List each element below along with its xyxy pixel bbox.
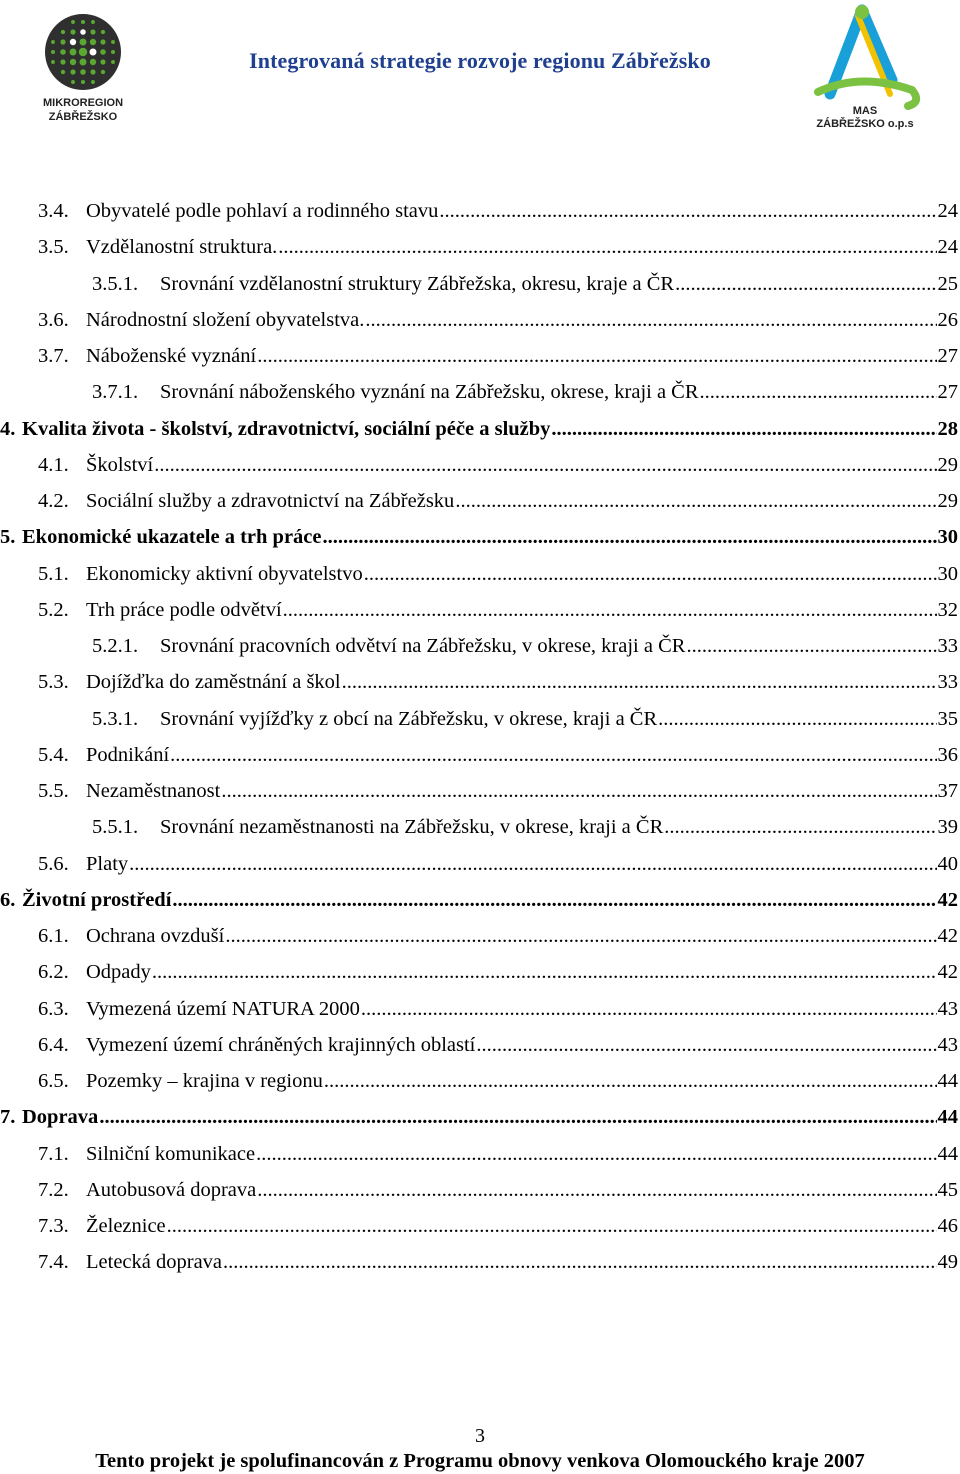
toc-entry-number: 4.1. xyxy=(38,453,69,476)
toc-entry-title: Odpady xyxy=(86,961,151,984)
toc-entry-number: 3.7. xyxy=(38,345,69,367)
toc-entry-title: Trh práce podle odvětví xyxy=(86,598,282,621)
toc-entry[interactable] xyxy=(38,196,958,226)
logo-right-line2: ZÁBŘEŽSKO o.p.s xyxy=(816,118,914,130)
toc-entry[interactable] xyxy=(38,776,958,806)
toc-dot-leader xyxy=(257,341,936,371)
triangle-logo-icon xyxy=(818,5,916,106)
toc-entry-page: 26 xyxy=(937,308,958,331)
toc-entry-title: Silniční komunikace xyxy=(86,1142,256,1165)
toc-entry-title: Autobusová doprava xyxy=(86,1178,257,1201)
toc-entry-title: Srovnání vyjížďky z obcí na Zábřežsku, v okrese, kraji a ČR xyxy=(160,707,658,730)
toc-entry-title: Železnice xyxy=(86,1215,166,1237)
toc-entry-number: 6.2. xyxy=(38,961,69,984)
toc-entry-title: Ekonomicky aktivní obyvatelstvo xyxy=(86,562,363,585)
toc-entry-number: 5.6. xyxy=(38,852,69,875)
toc-entry-page: 42 xyxy=(937,925,958,947)
toc-entry[interactable] xyxy=(38,1139,958,1169)
footer-note: Tento projekt je spolufinancován z Programu obnovy venkova Olomouckého kraje 2007 xyxy=(95,1450,865,1472)
toc-entry-page: 44 xyxy=(937,1070,958,1092)
toc-entry-page: 29 xyxy=(937,453,958,476)
toc-dot-leader xyxy=(278,232,936,262)
toc-dot-leader xyxy=(170,740,936,770)
toc-entry[interactable] xyxy=(38,341,958,371)
toc-entry-number: 5.3. xyxy=(38,671,69,694)
toc-entry-page: 27 xyxy=(937,381,958,404)
toc-entry-title: Sociální služby a zdravotnictví na Zábřežsku xyxy=(86,490,455,512)
toc-entry-title: Školství xyxy=(86,453,154,476)
toc-entry-number: 6.4. xyxy=(38,1033,69,1056)
toc-entry[interactable] xyxy=(38,957,958,987)
toc-entry-number: 3.5.1. xyxy=(92,272,139,295)
logo-left-line1: MIKROREGION xyxy=(42,97,124,109)
toc-entry-page: 43 xyxy=(937,997,958,1020)
toc-entry-number: 5.4. xyxy=(38,743,69,766)
toc-entry-page: 42 xyxy=(937,888,958,911)
toc-entry[interactable] xyxy=(0,522,958,552)
toc-dot-leader xyxy=(342,667,937,697)
toc-dot-leader xyxy=(167,1211,937,1241)
toc-dot-leader xyxy=(154,450,936,480)
toc-dot-leader xyxy=(361,994,937,1024)
toc-entry-title: Životní prostředí xyxy=(22,888,172,911)
toc-entry[interactable] xyxy=(38,740,958,770)
toc-entry-title: Náboženské vyznání xyxy=(86,345,257,367)
toc-entry-page: 30 xyxy=(937,526,958,549)
toc-entry-page: 24 xyxy=(937,236,958,259)
logo-left-line2: ZÁBŘEŽSKO xyxy=(48,111,118,123)
toc-entry-number: 7.2. xyxy=(38,1178,69,1201)
toc-entry-title: Vymezená území NATURA 2000 xyxy=(86,997,360,1020)
toc-entry-title: Srovnání náboženského vyznání na Zábřežsku, okrese, kraji a ČR xyxy=(160,381,699,404)
toc-entry-number: 3.4. xyxy=(38,200,69,222)
toc-entry-number: 4.2. xyxy=(38,490,69,512)
toc-dot-leader xyxy=(172,885,936,915)
toc-entry[interactable] xyxy=(38,305,958,335)
toc-entry[interactable] xyxy=(38,849,958,879)
toc-entry[interactable] xyxy=(38,232,958,262)
toc-entry-title: Pozemky – krajina v regionu xyxy=(86,1070,323,1092)
toc-entry-number: 5.2. xyxy=(38,598,69,621)
logo-right-line1: MAS xyxy=(852,105,878,117)
toc-entry-number: 5.1. xyxy=(38,562,69,585)
toc-entry-title: Kvalita života - školství, zdravotnictví, sociální péče a služby xyxy=(22,417,551,440)
toc-entry[interactable] xyxy=(92,377,958,407)
toc-dot-leader xyxy=(256,1139,936,1169)
toc-entry-page: 46 xyxy=(937,1215,958,1237)
toc-entry-page: 33 xyxy=(937,635,958,657)
header-title: Integrovaná strategie rozvoje regionu Zábřežsko xyxy=(249,48,711,73)
toc-entry-page: 35 xyxy=(937,707,958,730)
toc-dot-leader xyxy=(225,921,936,951)
toc-entry-title: Platy xyxy=(86,852,129,875)
toc-entry[interactable] xyxy=(38,595,958,625)
toc-entry-page: 33 xyxy=(937,671,958,694)
toc-entry-title: Dojížďka do zaměstnání a škol xyxy=(86,671,341,694)
toc-entry-page: 27 xyxy=(937,345,958,367)
toc-entry-number: 5.2.1. xyxy=(92,635,139,657)
toc-entry-page: 28 xyxy=(937,417,958,440)
toc-entry-page: 24 xyxy=(937,200,958,222)
toc-entry-number: 7.1. xyxy=(38,1142,69,1165)
toc-entry[interactable] xyxy=(0,1102,958,1132)
toc-entry[interactable] xyxy=(38,1175,958,1205)
toc-entry-number: 6.3. xyxy=(38,997,69,1020)
toc-entry[interactable] xyxy=(38,1030,958,1060)
toc-entry[interactable] xyxy=(38,994,958,1024)
toc-entry-page: 39 xyxy=(937,816,958,839)
toc-entry[interactable] xyxy=(38,450,958,480)
toc-dot-leader xyxy=(700,377,937,407)
toc-dot-leader xyxy=(283,595,937,625)
toc-entry-page: 25 xyxy=(937,272,958,295)
toc-entry-title: Ochrana ovzduší xyxy=(86,925,225,947)
toc-dot-leader xyxy=(658,704,936,734)
toc-entry-number: 5.5. xyxy=(38,780,69,802)
toc-entry[interactable] xyxy=(92,269,958,299)
toc-entry-number: 7. xyxy=(0,1106,16,1129)
toc-entry[interactable] xyxy=(92,631,958,661)
toc-entry-title: Doprava xyxy=(22,1106,99,1129)
toc-entry-number: 6. xyxy=(0,888,16,911)
toc-entry-number: 7.4. xyxy=(38,1251,69,1274)
toc-entry-title: Letecká doprava xyxy=(86,1251,223,1274)
toc-dot-leader xyxy=(221,776,936,806)
toc-dot-leader xyxy=(365,305,936,335)
toc-entry-title: Srovnání nezaměstnanosti na Zábřežsku, v okrese, kraji a ČR xyxy=(160,816,664,839)
toc-entry-number: 3.5. xyxy=(38,236,69,259)
mas-logo xyxy=(800,2,930,132)
toc-entry-number: 3.7.1. xyxy=(92,381,139,404)
toc-entry-number: 4. xyxy=(0,417,16,440)
toc-entry-page: 49 xyxy=(937,1251,958,1274)
toc-entry[interactable] xyxy=(38,1211,958,1241)
toc-entry-page: 45 xyxy=(937,1178,958,1201)
toc-entry-title: Podnikání xyxy=(86,743,170,766)
toc-entry-title: Ekonomické ukazatele a trh práce xyxy=(22,526,322,549)
toc-dot-leader xyxy=(686,631,936,661)
toc-dot-leader xyxy=(439,196,936,226)
toc-entry[interactable] xyxy=(38,1066,958,1096)
toc-dot-leader xyxy=(152,957,937,987)
toc-entry-title: Srovnání pracovních odvětví na Zábřežsku, v okrese, kraji a ČR xyxy=(160,635,686,657)
toc-entry[interactable] xyxy=(0,885,958,915)
toc-entry[interactable] xyxy=(0,414,958,444)
toc-dot-leader xyxy=(257,1175,936,1205)
toc-dot-leader xyxy=(129,849,936,879)
toc-dot-leader xyxy=(455,486,936,516)
toc-entry-number: 6.1. xyxy=(38,925,69,947)
toc-entry[interactable] xyxy=(92,704,958,734)
toc-entry[interactable] xyxy=(38,921,958,951)
toc-entry[interactable] xyxy=(38,486,958,516)
toc-entry-number: 5. xyxy=(0,526,16,549)
toc-entry-title: Národnostní složení obyvatelstva. xyxy=(86,308,365,331)
toc-dot-leader xyxy=(664,812,936,842)
toc-entry-title: Srovnání vzdělanostní struktury Zábřežska, okresu, kraje a ČR xyxy=(160,272,675,295)
toc-entry-number: 6.5. xyxy=(38,1070,69,1092)
toc-entry-page: 29 xyxy=(937,490,958,512)
toc-entry-number: 5.3.1. xyxy=(92,707,139,730)
toc-entry-title: Vzdělanostní struktura. xyxy=(86,236,278,259)
toc-entry-number: 7.3. xyxy=(38,1215,69,1237)
toc-entry-page: 37 xyxy=(937,780,958,802)
toc-entry[interactable] xyxy=(38,1247,958,1277)
toc-entry-page: 44 xyxy=(937,1106,958,1129)
page-number: 3 xyxy=(475,1425,485,1447)
toc-dot-leader xyxy=(364,559,937,589)
toc-dot-leader xyxy=(476,1030,936,1060)
toc-entry-title: Obyvatelé podle pohlaví a rodinného stavu xyxy=(86,200,439,222)
toc-dot-leader xyxy=(323,522,937,552)
toc-entry-page: 32 xyxy=(937,598,958,621)
toc-entry-title: Vymezení území chráněných krajinných oblastí xyxy=(86,1033,476,1056)
toc-entry[interactable] xyxy=(38,559,958,589)
toc-entry-page: 36 xyxy=(937,743,958,766)
toc-dot-leader xyxy=(675,269,936,299)
toc-entry-page: 40 xyxy=(937,852,958,875)
toc-entry-page: 44 xyxy=(937,1142,958,1165)
toc-entry-number: 5.5.1. xyxy=(92,816,139,839)
toc-entry-number: 3.6. xyxy=(38,308,69,331)
toc-entry-page: 42 xyxy=(937,961,958,984)
toc-entry[interactable] xyxy=(92,812,958,842)
toc-entry-title: Nezaměstnanost xyxy=(86,780,221,802)
toc-dot-leader xyxy=(324,1066,937,1096)
toc-dot-leader xyxy=(99,1102,936,1132)
toc-entry[interactable] xyxy=(38,667,958,697)
toc-entry-page: 43 xyxy=(937,1033,958,1056)
toc-dot-leader xyxy=(223,1247,936,1277)
toc-dot-leader xyxy=(551,414,936,444)
toc-entry-page: 30 xyxy=(937,562,958,585)
